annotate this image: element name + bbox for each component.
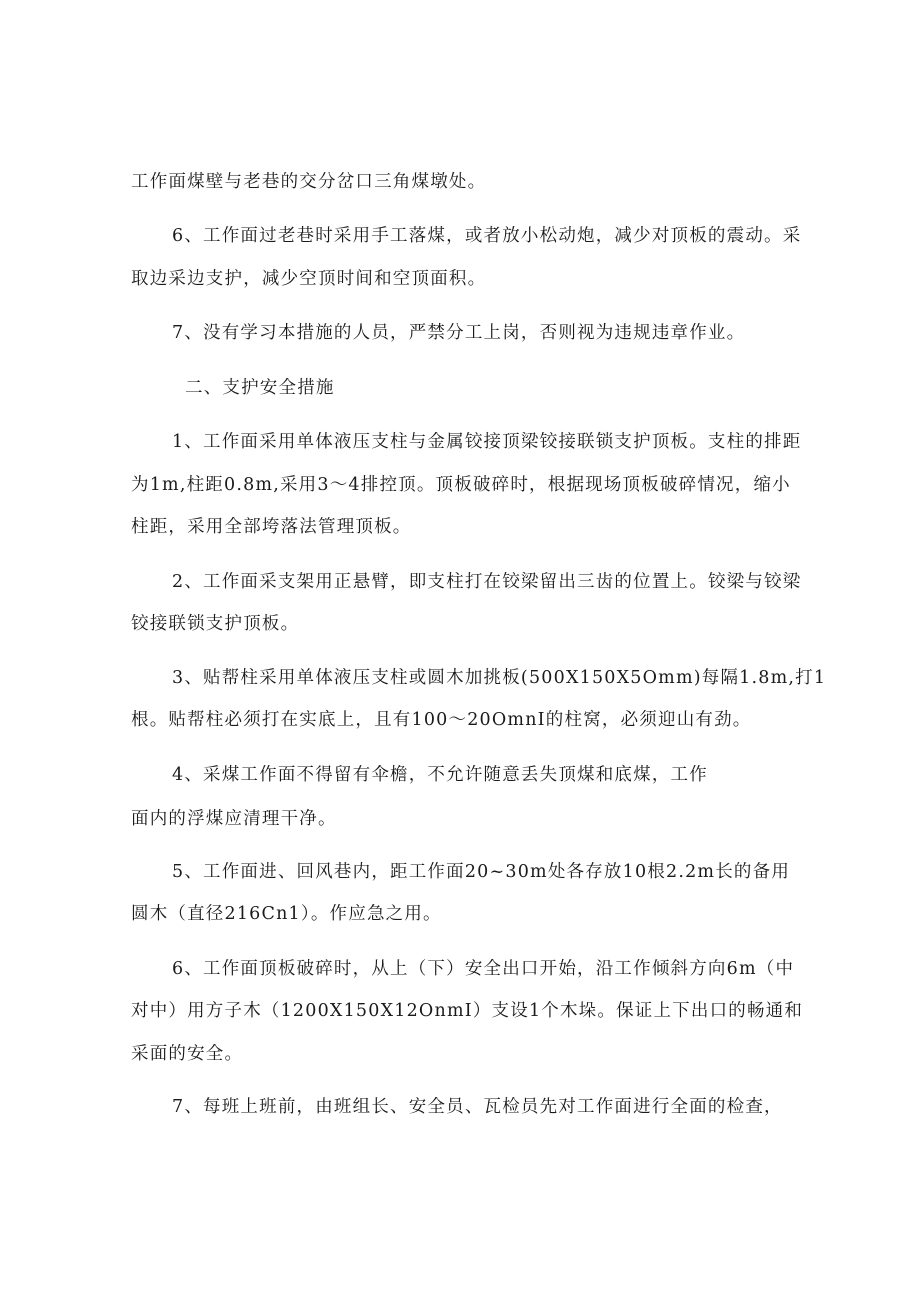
paragraph-line: 面内的浮煤应清理干净。	[131, 809, 337, 829]
paragraph-line: 根。贴帮柱必须打在实底上，且有100～20OmnI的柱窝，必须迎山有劲。	[131, 710, 752, 730]
paragraph-line: 6、工作面顶板破碎时，从上（下）安全出口开始，沿工作倾斜方向6m（中	[172, 959, 795, 979]
paragraph-line: 1、工作面采用单体液压支柱与金属铰接顶梁铰接联锁支护顶板。支柱的排距	[172, 432, 802, 452]
paragraph-line: 采面的安全。	[131, 1044, 244, 1064]
paragraph-line: 柱距，采用全部垮落法管理顶板。	[131, 517, 412, 537]
paragraph-line: 为1m,柱距0.8m,采用3～4排控顶。顶板破碎时，根据现场顶板破碎情况，缩小	[131, 475, 791, 495]
paragraph-line: 圆木（直径216Cn1）。作应急之用。	[131, 904, 442, 924]
paragraph-line: 5、工作面进、回风巷内，距工作面20~30m处各存放10根2.2m长的备用	[172, 862, 791, 882]
paragraph-line: 3、贴帮柱采用单体液压支柱或圆木加挑板(500X150X5Omm)每隔1.8m,打1	[172, 668, 827, 688]
paragraph-line: 6、工作面过老巷时采用手工落煤，或者放小松动炮，减少对顶板的震动。采	[172, 226, 802, 246]
paragraph-line: 4、采煤工作面不得留有伞檐，不允许随意丢失顶煤和底煤，工作	[172, 765, 708, 785]
paragraph-line: 7、每班上班前，由班组长、安全员、瓦检员先对工作面进行全面的检查，	[172, 1097, 783, 1117]
paragraph-line: 7、没有学习本措施的人员，严禁分工上岗，否则视为违规违章作业。	[172, 323, 746, 343]
paragraph-line: 工作面煤壁与老巷的交分岔口三角煤墩处。	[131, 172, 487, 192]
section-heading: 二、支护安全措施	[185, 378, 335, 398]
paragraph-line: 对中）用方子木（1200X150X12OnmI）支设1个木垛。保证上下出口的畅通和	[131, 1001, 804, 1021]
paragraph-line: 2、工作面采支架用正悬臂，即支柱打在铰梁留出三齿的位置上。铰梁与铰梁	[172, 572, 802, 592]
paragraph-line: 取边采边支护，减少空顶时间和空顶面积。	[131, 269, 487, 289]
paragraph-line: 铰接联锁支护顶板。	[131, 614, 300, 634]
